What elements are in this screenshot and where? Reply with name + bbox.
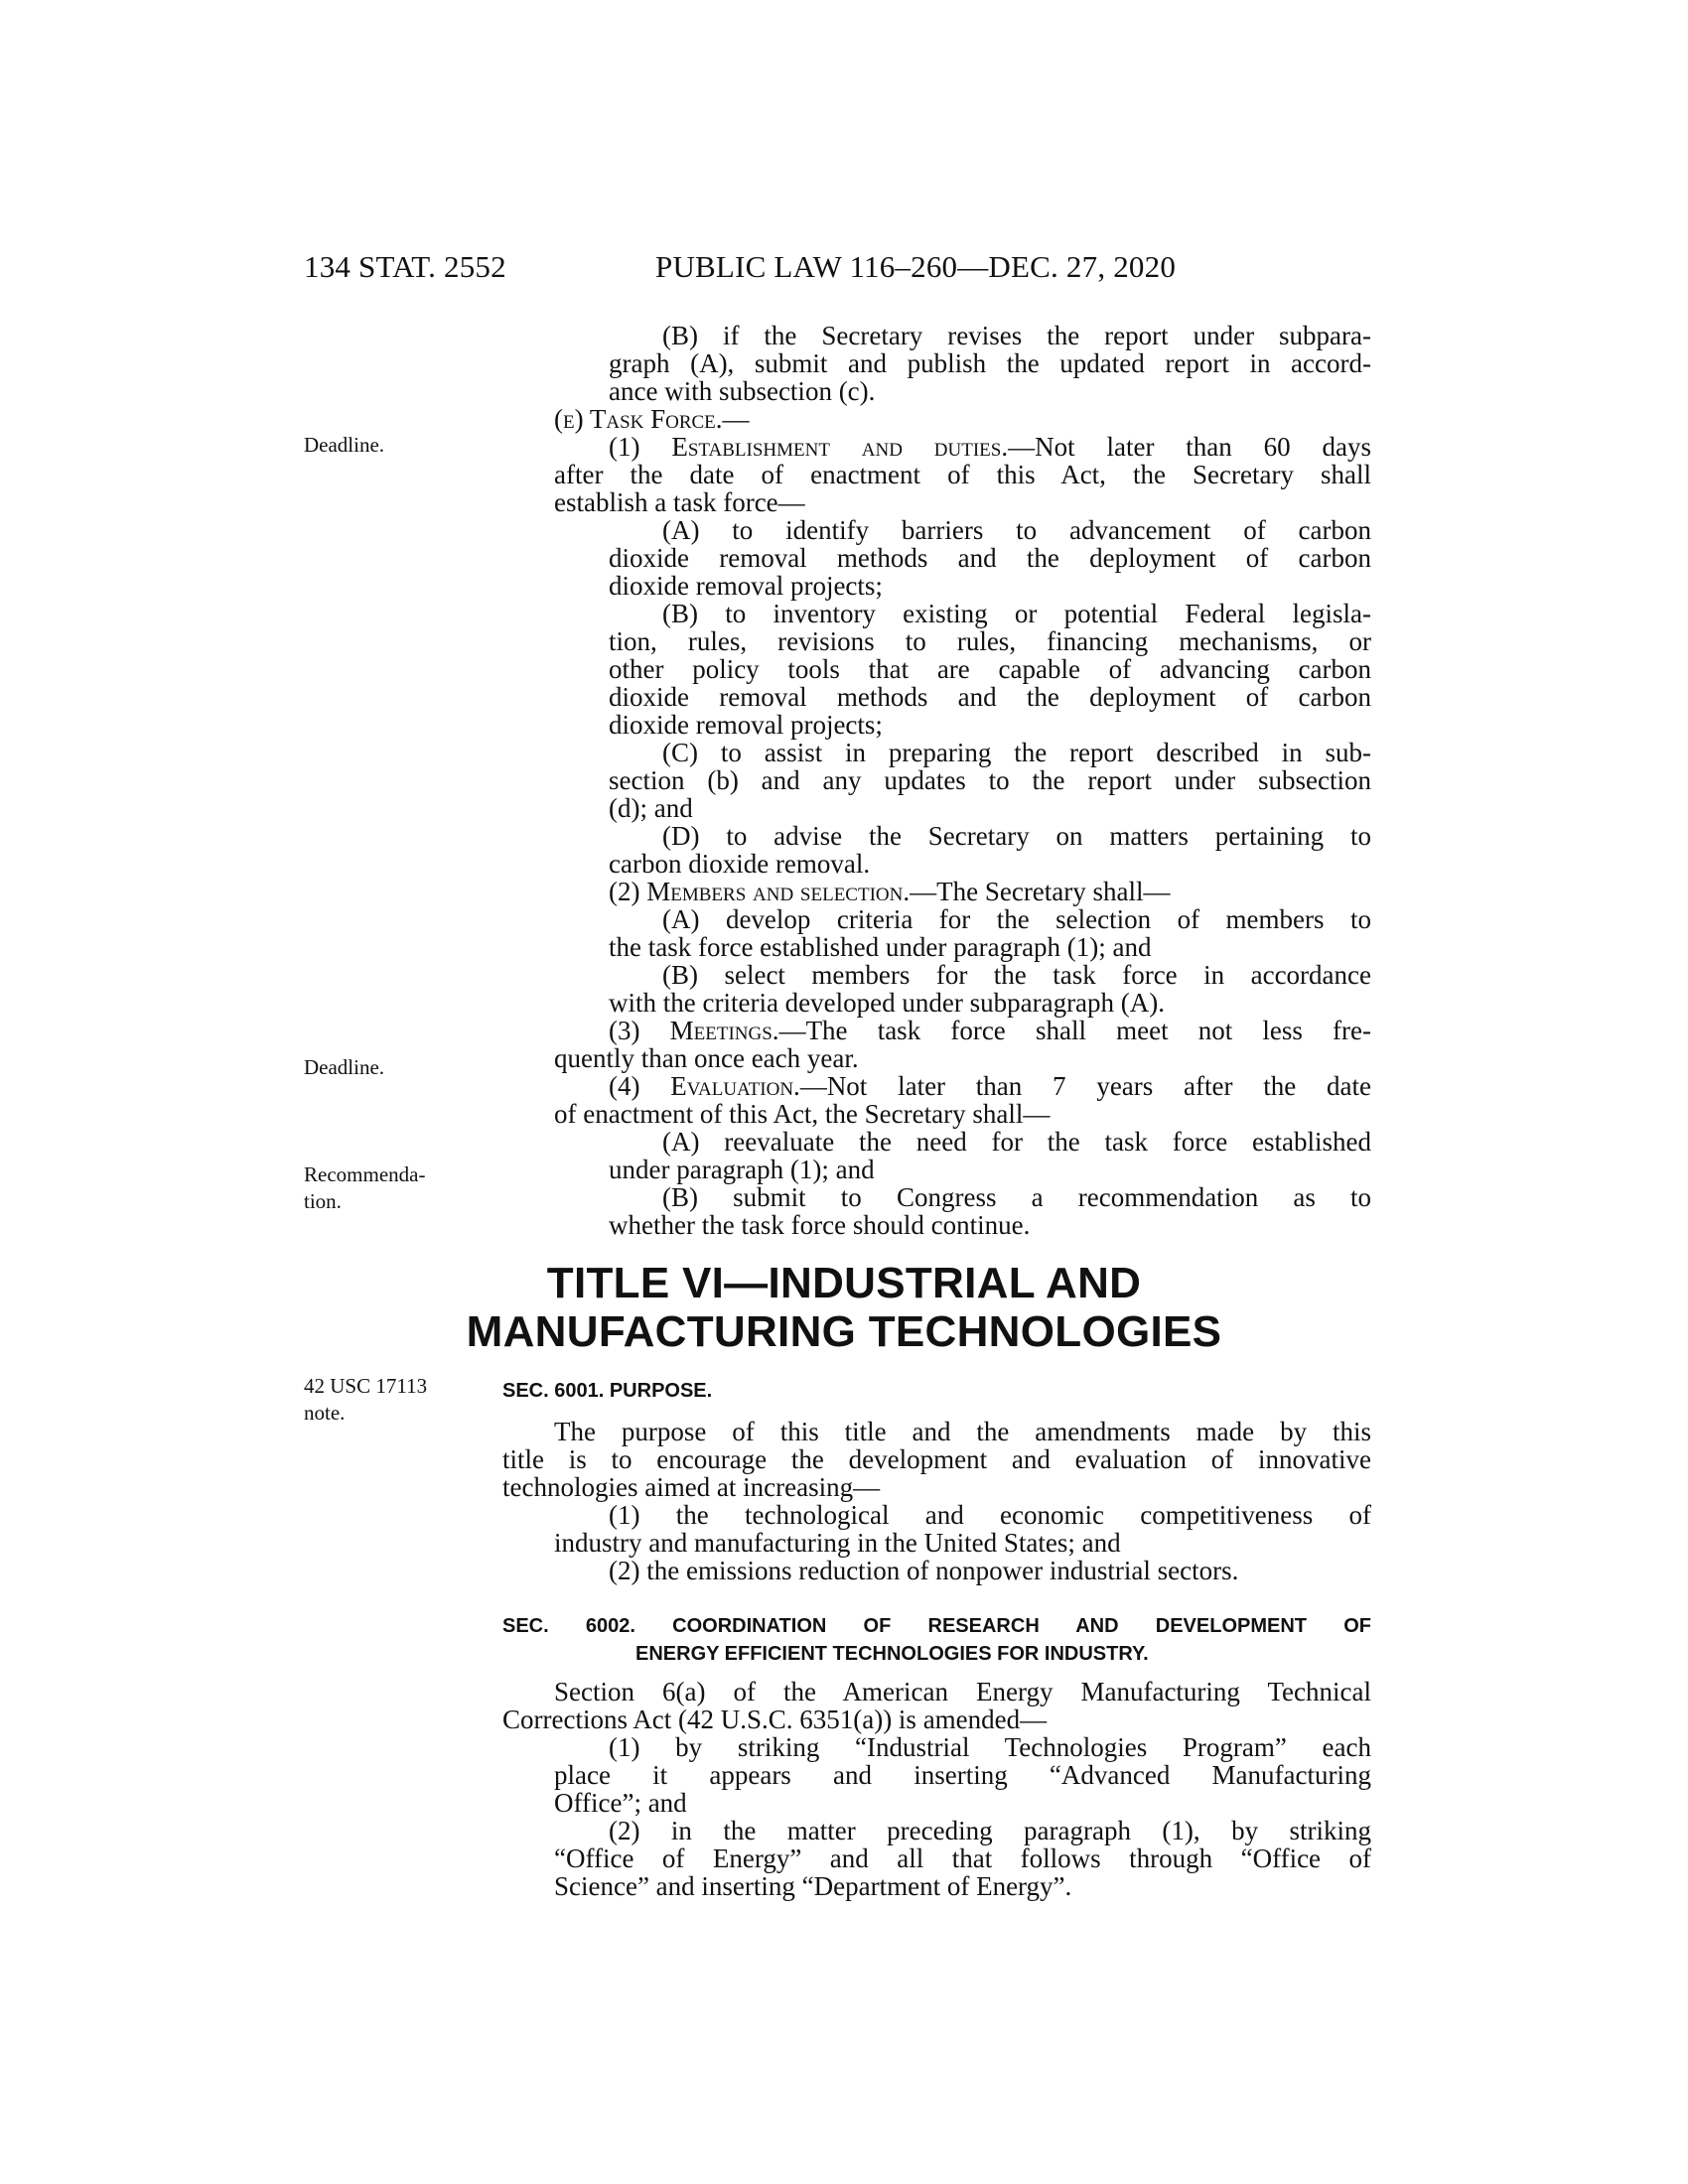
margin-note-recommendation [304, 1161, 425, 1215]
paragraph-text: —The task force shall meet not less fre- [778, 1016, 1371, 1045]
paragraph-heading-line [609, 878, 1688, 905]
text-line: ance with subsection (c). [609, 376, 876, 406]
paragraph-heading-line [609, 1017, 1371, 1044]
paragraph-heading-line [609, 433, 1371, 461]
text-line: Section 6(a) of the American Energy Manufacturing Technical [554, 1677, 1371, 1706]
text-line: (D) to advise the Secretary on matters pertaining to [662, 821, 1371, 851]
text-line: the task force established under paragraph (1); and [609, 932, 1152, 962]
paragraph-heading-line [609, 1072, 1371, 1100]
text-line: graph (A), submit and publish the updated report in accord- [609, 348, 1371, 378]
text-line: section (b) and any updates to the report under subsection [609, 765, 1371, 795]
text-line: under paragraph (1); and [609, 1155, 875, 1184]
section-heading-continued: ENERGY EFFICIENT TECHNOLOGIES FOR INDUSTRY. [635, 1643, 1149, 1665]
text-line: (B) submit to Congress a recommendation as to [662, 1182, 1371, 1212]
text-line: with the criteria developed under subparagraph (A). [609, 988, 1166, 1018]
text-line: (1) by striking “Industrial Technologies Program” each [609, 1732, 1371, 1762]
text-line: (B) if the Secretary revises the report under subpara- [662, 321, 1371, 350]
paragraph-text: —Not later than 60 days [1008, 432, 1371, 462]
text-line: (A) reevaluate the need for the task force established [662, 1127, 1371, 1157]
text-line: Corrections Act (42 U.S.C. 6351(a)) is amended— [502, 1705, 1048, 1734]
text-line: (d); and [609, 793, 693, 823]
text-line: industry and manufacturing in the United States; and [554, 1528, 1121, 1558]
text-line: (B) to inventory existing or potential Federal legisla- [662, 599, 1371, 628]
section-heading: SEC. 6002. COORDINATION OF RESEARCH AND DEVELOPMENT OF [502, 1615, 1371, 1637]
paragraph-text: —Not later than 7 years after the date [799, 1071, 1371, 1101]
text-line: (B) select members for the task force in accordance [662, 960, 1371, 990]
margin-note-line: 42 USC 17113 [304, 1374, 428, 1398]
text-line: “Office of Energy” and all that follows through “Office of [554, 1843, 1371, 1873]
margin-note-line: Recommenda- [304, 1162, 426, 1186]
public-law-header: PUBLIC LAW 116–260—DEC. 27, 2020 [655, 249, 1177, 284]
section-heading: SEC. 6001. PURPOSE. [502, 1380, 713, 1402]
text-line: whether the task force should continue. [609, 1210, 1031, 1240]
subsection-heading [554, 405, 1688, 433]
margin-note-line: tion. [304, 1189, 342, 1213]
text-line: quently than once each year. [554, 1043, 859, 1073]
page-stat-reference: 134 STAT. 2552 [304, 249, 506, 284]
text-line: after the date of enactment of this Act, the Secretary shall [554, 460, 1371, 489]
margin-note-deadline: Deadline. [304, 1055, 385, 1079]
text-line: dioxide removal projects; [609, 710, 883, 740]
text-line: Office”; and [554, 1788, 687, 1818]
margin-note-deadline: Deadline. [304, 433, 385, 457]
text-line: other policy tools that are capable of advancing carbon [609, 654, 1371, 684]
subsection-label: (e) Task Force.— [554, 404, 750, 434]
paragraph-text: —The Secretary shall— [910, 877, 1171, 906]
paragraph-heading: (3) Meetings. [609, 1016, 779, 1045]
margin-note-usc [304, 1373, 427, 1427]
text-line: (A) to identify barriers to advancement of carbon [662, 515, 1371, 545]
margin-note-line: note. [304, 1401, 346, 1425]
text-line: dioxide removal methods and the deployment of carbon [609, 682, 1371, 712]
text-line: of enactment of this Act, the Secretary shall— [554, 1099, 1051, 1129]
text-line: dioxide removal projects; [609, 571, 883, 601]
text-line: carbon dioxide removal. [609, 849, 871, 879]
text-line: technologies aimed at increasing— [502, 1472, 881, 1502]
text-line: (2) in the matter preceding paragraph (1), by striking [609, 1816, 1371, 1845]
paragraph-heading: (4) Evaluation. [609, 1071, 800, 1101]
text-line: tion, rules, revisions to rules, financing mechanisms, or [609, 626, 1371, 656]
text-line: title is to encourage the development and evaluation of innovative [502, 1444, 1371, 1474]
paragraph-heading: (1) Establishment and duties. [609, 432, 1009, 462]
text-line: (2) the emissions reduction of nonpower industrial sectors. [609, 1556, 1239, 1585]
text-line: (1) the technological and economic competitiveness of [609, 1500, 1371, 1530]
text-line: Science” and inserting “Department of Energy”. [554, 1871, 1072, 1901]
title-heading-line-2: MANUFACTURING TECHNOLOGIES [466, 1307, 1222, 1356]
text-line: dioxide removal methods and the deployment of carbon [609, 543, 1371, 573]
text-line: (A) develop criteria for the selection of members to [662, 904, 1371, 934]
text-line: The purpose of this title and the amendments made by this [554, 1417, 1371, 1446]
text-line: place it appears and inserting “Advanced Manufacturing [554, 1760, 1371, 1790]
paragraph-heading: (2) Members and selection. [609, 877, 911, 906]
text-line: establish a task force— [554, 487, 805, 517]
title-heading-line-1: TITLE VI—INDUSTRIAL AND [546, 1259, 1142, 1307]
text-line: (C) to assist in preparing the report described in sub- [662, 738, 1371, 767]
